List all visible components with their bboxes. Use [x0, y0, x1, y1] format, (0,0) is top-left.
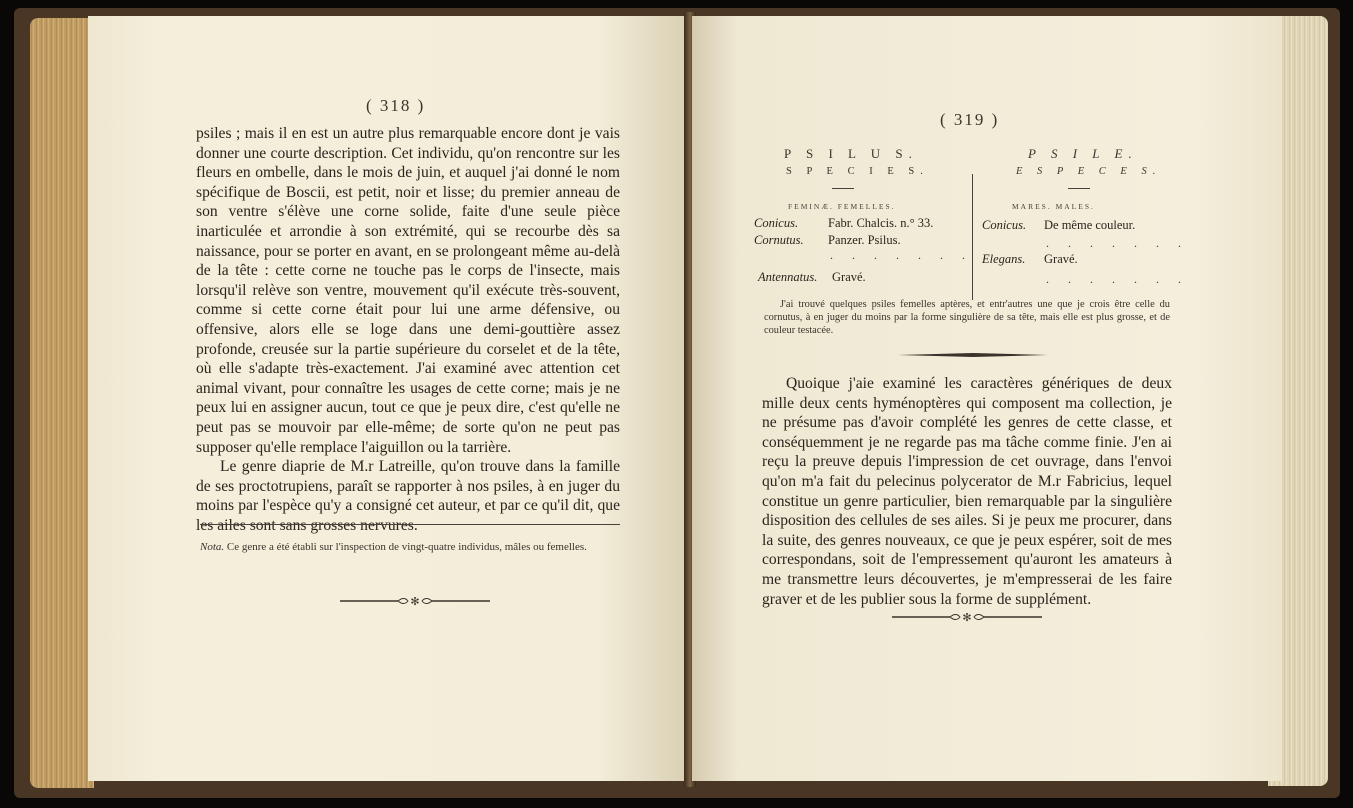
left-paragraph-2: Le genre diaprie de M.r Latreille, qu'on trouve dans la famille de ses proctotrupiens, paraît se rapporter à nos psiles, à en juger du moins par l'espèce qu'y a consigné cet auteur, et par ce qu'il dit, que les ailes sont sans grosses nervures.: [196, 458, 620, 534]
column-head-males: MARES. MALES.: [1012, 202, 1095, 211]
left-page: [88, 16, 688, 781]
species-ref-left-2: Panzer. Psilus.: [828, 233, 901, 247]
right-page-body: Quoique j'aie examiné les caractères génériques de deux mille deux cents hyménoptères qui composent ma collection, je ne présume pas d'avoir complété les genres de cette classe, et conséquemment je ne regarde pas ma tâche comme finie. J'en ai reçu la preuve depuis l'impression de cet ouvrage, dans l'envoi qu'on m'a fait du pelecinus polycerator de M.r Fabricius, lequel constitue un genre particulier, bien remarquable par la singulière disposition des cellules de ses ailes. Si je peux me procurer, dans la suite, des genres nouveaux, ce que je peux espérer, soit de mes correspondans, soit de l'empressement qu'auront les amateurs à me transmettre leurs découvertes, je m'empresserai de les faire graver et de les publier sous la forme de supplément.: [762, 375, 1172, 608]
footnote-label: Nota.: [200, 541, 225, 553]
genus-latin: P S I L U S.: [784, 146, 918, 161]
species-name-right-3: Elegans.: [982, 252, 1026, 266]
page-number-right: ( 319 ): [940, 110, 1000, 129]
species-ref-right-1: De même couleur.: [1044, 218, 1136, 232]
column-divider: [972, 174, 973, 300]
footnote: [200, 540, 620, 554]
species-name-right-1: Conicus.: [982, 218, 1027, 232]
svg-text:✻: ✻: [962, 611, 972, 624]
table-note: J'ai trouvé quelques psiles femelles aptères, et entr'autres une que je crois être celle du cornutus, à en juger du moins par la forme singulière de sa tête, mais elle est plus grosse, et de couleur testacée.: [764, 299, 1170, 336]
right-page: [692, 16, 1282, 781]
species-name-left-2: Cornutus.: [754, 233, 804, 247]
footnote-rule: [200, 524, 620, 525]
svg-text:✻: ✻: [410, 595, 420, 608]
page-edges-left: [30, 18, 94, 788]
left-paragraph-1: psiles ; mais il en est un autre plus remarquable encore dont je vais donner une courte description. Cet individu, qu'on rencontre sur les fleurs en ombelle, dans le mois de juin, et auquel j'ai donné le nom spécifique de Boscii, est petit, noir et lisse; du premier anneau de son ventre s'élève une corne solide, faite d'une seule pièce inarticulée et arrondie à son extrémité, qui se recourbe dès sa naissance, pour se porter en avant, en se prolongeant même au-delà de la tête : cette corne ne touche pas le corps de l'insecte, mais lorsqu'il relève son ventre, mouvement qu'il exécute très-souvent, comme si cette corne était pour lui une arme défensive, ou offensive, alors elle se loge dans une demi-gouttière assez profonde, creusée sur la partie supérieure du corselet et de la tête, où elle s'adapte très-exactement. J'ai examiné avec attention cet animal vivant, pour connaître les usages de cette corne; mais je ne peux lui en assigner aucun, tout ce que je peux dire, c'est qu'elle ne peut pas se mouvoir par elle-même; de sorte qu'on ne peut pas supposer qu'elle remplace l'aiguillon ou la tarrière.: [196, 125, 620, 456]
species-name-left-4: Antennatus.: [758, 270, 818, 284]
species-ref-right-2: . . . . . . .: [1046, 236, 1189, 250]
species-french: E S P E C E S.: [1016, 166, 1162, 177]
left-page-body: [196, 124, 620, 535]
species-ref-left-4: Gravé.: [832, 270, 866, 284]
species-ref-left-3: . . . . . . .: [830, 248, 973, 262]
ornament-left: [340, 594, 490, 608]
species-ref-right-4: . . . . . . .: [1046, 272, 1189, 286]
page-number-left: ( 318 ): [366, 96, 426, 115]
header-dash-right: [1068, 188, 1090, 189]
column-head-females: FEMINÆ. FEMELLES.: [788, 202, 896, 211]
species-ref-right-3: Gravé.: [1044, 252, 1078, 266]
ornament-right: [892, 610, 1042, 624]
section-rule: [898, 352, 1048, 358]
header-dash-left: [832, 188, 854, 189]
species-name-left-1: Conicus.: [754, 216, 799, 230]
species-ref-left-1: Fabr. Chalcis. n.° 33.: [828, 216, 934, 230]
species-latin: S P E C I E S.: [786, 166, 929, 177]
footnote-text: Ce genre a été établi sur l'inspection de vingt-quatre individus, mâles ou femelles.: [226, 541, 587, 553]
genus-french: P S I L E.: [1028, 146, 1138, 161]
